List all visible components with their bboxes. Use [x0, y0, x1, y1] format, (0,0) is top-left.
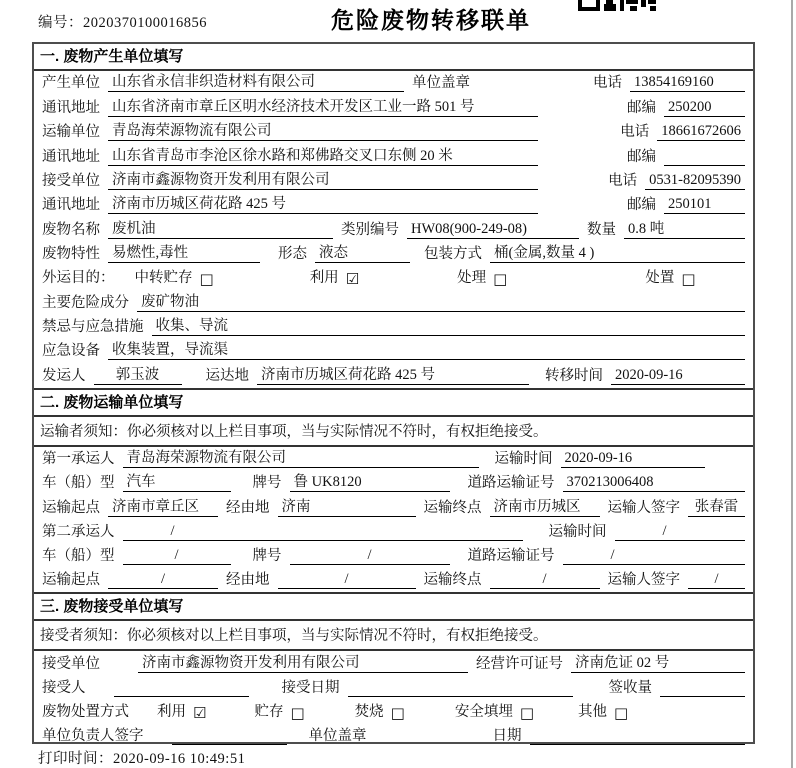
phone-value: 13854169160 — [630, 74, 745, 92]
row-produce-unit — [34, 71, 753, 95]
address-value: 山东省济南市章丘区明水经济技术开发区工业一路 501 号 — [108, 95, 538, 117]
option-label: 贮存 — [254, 703, 284, 720]
main-hazard-value: 废矿物油 — [137, 290, 745, 312]
receiver-value — [114, 680, 249, 697]
route-start-label: 运输起点 — [42, 499, 100, 516]
address-label: 通讯地址 — [42, 99, 100, 116]
vehicle-type-value: 汽车 — [123, 470, 231, 492]
phone-label: 电话 — [608, 172, 638, 189]
row-receive-unit — [34, 169, 753, 193]
doc-number-value: 2020370100016856 — [83, 15, 207, 31]
taboo-measures-label: 禁忌与应急措施 — [42, 318, 144, 335]
receiver-label: 接受人 — [42, 679, 86, 696]
shipper-value: 郭玉波 — [94, 363, 182, 385]
zip-value: 250200 — [664, 99, 745, 117]
purpose-option-utilize — [310, 266, 359, 287]
carrier-sign-value: 张春雷 — [688, 495, 745, 517]
category-value: HW08(900-249-08) — [407, 221, 579, 239]
zip-label: 邮编 — [627, 148, 656, 165]
form-label: 形态 — [278, 246, 307, 263]
checkbox-icon: □ — [199, 270, 214, 289]
emergency-equipment-label: 应急设备 — [42, 343, 100, 360]
second-carrier-label: 第二承运人 — [42, 523, 115, 540]
address-label: 通讯地址 — [42, 197, 100, 214]
option-label: 中转贮存 — [134, 270, 193, 287]
sign-quantity-label: 签收量 — [608, 679, 652, 696]
option-label: 其他 — [578, 703, 608, 720]
option-label: 处置 — [645, 270, 675, 287]
row-shipper — [34, 363, 753, 387]
phone-label: 电话 — [620, 124, 650, 141]
transport-time-label: 运输时间 — [494, 451, 553, 468]
address-value: 济南市历城区荷花路 425 号 — [108, 192, 538, 214]
row-receiver — [34, 676, 753, 700]
section2-note: 运输者须知：你必须核对以上栏目事项，当与实际情况不符时，有权拒绝接受。 — [34, 417, 753, 447]
route-via-value: 济南 — [278, 495, 416, 517]
option-label: 处理 — [457, 270, 487, 287]
waste-name-value: 废机油 — [108, 217, 333, 239]
transfer-time-value: 2020-09-16 — [611, 367, 745, 385]
route-via-label: 经由地 — [226, 499, 270, 516]
date-label: 日期 — [492, 727, 522, 744]
disposal-method-label: 废物处置方式 — [42, 703, 129, 720]
accept-unit-value: 济南市鑫源物资开发利用有限公司 — [138, 651, 468, 673]
disposal-option-other — [578, 700, 628, 721]
category-label: 类别编号 — [341, 221, 399, 238]
row-disposal-method — [34, 700, 753, 724]
checkbox-icon: □ — [519, 703, 535, 722]
option-label: 利用 — [309, 270, 339, 287]
checkbox-checked-icon: ☑ — [345, 270, 360, 289]
option-label: 利用 — [157, 703, 186, 720]
transport-unit-label: 运输单位 — [42, 124, 100, 141]
first-carrier-value: 青岛海荣源物流有限公司 — [123, 446, 479, 468]
waste-name-label: 废物名称 — [42, 221, 100, 238]
packing-value: 桶(金属,数量 4 ) — [490, 241, 745, 263]
transport-time-value: / — [615, 523, 746, 541]
print-time-value: 2020-09-16 10:49:51 — [113, 751, 246, 767]
transfer-time-label: 转移时间 — [545, 367, 603, 384]
doc-number-label: 编号： — [38, 15, 83, 31]
unit-seal-label: 单位盖章 — [308, 727, 367, 744]
row-vehicle-2 — [34, 544, 753, 568]
receive-date-label: 接受日期 — [281, 679, 340, 696]
plate-value: / — [290, 547, 450, 565]
first-carrier-label: 第一承运人 — [42, 451, 115, 468]
carrier-sign-value: / — [688, 571, 745, 589]
doc-number — [38, 11, 207, 32]
phone-label: 电话 — [593, 75, 622, 92]
receive-date-value — [348, 680, 573, 697]
row-waste-name — [34, 217, 753, 241]
road-permit-value: / — [563, 547, 746, 565]
plate-value: 鲁 UK8120 — [290, 470, 450, 492]
phone-value: 18661672606 — [657, 123, 745, 141]
plate-label: 牌号 — [252, 475, 282, 492]
route-end-label: 运输终点 — [423, 499, 482, 516]
address-label: 通讯地址 — [42, 148, 100, 165]
plate-label: 牌号 — [252, 547, 282, 564]
disposal-option-utilize — [157, 700, 206, 721]
license-label: 经营许可证号 — [476, 655, 563, 672]
section2-header: 二. 废物运输单位填写 — [34, 388, 753, 417]
row-second-carrier — [34, 520, 753, 544]
checkbox-icon: □ — [614, 703, 629, 722]
route-via-value: / — [278, 571, 416, 589]
manifest-form — [32, 42, 755, 744]
row-taboo-measures — [34, 315, 753, 339]
purpose-option-dispose — [645, 266, 695, 287]
purpose-option-treat — [457, 266, 507, 287]
zip-value — [664, 149, 745, 166]
destination-value: 济南市历城区荷花路 425 号 — [257, 363, 529, 385]
form-value: 液态 — [315, 241, 410, 263]
checkbox-icon: □ — [290, 703, 305, 722]
row-vehicle-1 — [34, 471, 753, 495]
route-end-label: 运输终点 — [423, 571, 482, 588]
transport-time-label: 运输时间 — [548, 523, 607, 540]
route-via-label: 经由地 — [226, 571, 270, 588]
date-value — [530, 728, 746, 745]
row-address-3 — [34, 193, 753, 217]
row-accept-unit — [34, 651, 753, 676]
row-route-2 — [34, 568, 753, 592]
row-route-1 — [34, 495, 753, 519]
route-start-value: / — [108, 571, 218, 589]
zip-label: 邮编 — [627, 99, 656, 116]
road-permit-value: 370213006408 — [563, 474, 746, 492]
row-transport-unit — [34, 120, 753, 144]
zip-value: 250101 — [664, 196, 745, 214]
row-emergency-equipment — [34, 339, 753, 363]
second-carrier-value: / — [123, 523, 523, 541]
receive-unit-label: 接受单位 — [42, 172, 100, 189]
carrier-sign-label: 运输人签字 — [607, 499, 680, 516]
shipper-label: 发运人 — [42, 367, 86, 384]
quantity-value: 0.8 吨 — [624, 217, 745, 239]
disposal-option-storage — [254, 700, 304, 721]
transport-unit-value: 青岛海荣源物流有限公司 — [108, 119, 538, 141]
option-label: 安全填埋 — [454, 703, 513, 720]
receive-unit-value: 济南市鑫源物资开发利用有限公司 — [108, 168, 538, 190]
produce-unit-label: 产生单位 — [42, 75, 100, 92]
print-time-label: 打印时间： — [38, 751, 113, 767]
option-label: 焚烧 — [354, 703, 384, 720]
print-time — [38, 747, 245, 768]
purpose-label: 外运目的： — [42, 270, 115, 287]
purpose-option-transfer-storage — [135, 266, 214, 287]
disposal-option-landfill — [455, 700, 534, 721]
section3-header: 三. 废物接受单位填写 — [34, 592, 753, 621]
row-address-2 — [34, 144, 753, 168]
checkbox-icon: □ — [493, 270, 508, 289]
row-waste-character — [34, 242, 753, 266]
road-permit-label: 道路运输证号 — [467, 547, 555, 564]
zip-label: 邮编 — [627, 197, 656, 214]
quantity-label: 数量 — [587, 221, 616, 238]
leader-sign-label: 单位负责人签字 — [42, 727, 144, 744]
vehicle-type-label: 车（船）型 — [42, 475, 115, 492]
vehicle-type-label: 车（船）型 — [42, 547, 115, 564]
row-address-1 — [34, 95, 753, 119]
produce-unit-value: 山东省永信非织造材料有限公司 — [108, 70, 404, 92]
packing-label: 包装方式 — [424, 246, 482, 263]
route-end-value: 济南市历城区 — [490, 495, 600, 517]
vehicle-type-value: / — [123, 547, 231, 565]
page-title: 危险废物转移联单 — [331, 7, 531, 33]
destination-label: 运达地 — [205, 367, 249, 384]
row-transfer-purpose — [34, 266, 753, 290]
section3-note: 接受者须知：你必须核对以上栏目事项，当与实际情况不符时，有权拒绝接受。 — [34, 621, 753, 651]
checkbox-icon: □ — [390, 703, 405, 722]
taboo-measures-value: 收集、导流 — [152, 314, 746, 336]
route-start-value: 济南市章丘区 — [108, 495, 218, 517]
carrier-sign-label: 运输人签字 — [607, 571, 680, 588]
page-edge-line — [791, 0, 793, 768]
emergency-equipment-value: 收集装置，导流渠 — [108, 338, 745, 360]
row-main-hazard — [34, 290, 753, 314]
disposal-option-incinerate — [355, 700, 405, 721]
road-permit-label: 道路运输证号 — [467, 475, 555, 492]
address-value: 山东省青岛市李沧区徐水路和郑佛路交叉口东侧 20 米 — [108, 144, 538, 166]
qr-code-icon — [578, 0, 656, 11]
waste-character-value: 易燃性,毒性 — [108, 241, 260, 263]
route-start-label: 运输起点 — [42, 571, 100, 588]
leader-sign-value — [172, 728, 287, 745]
unit-seal-label: 单位盖章 — [412, 75, 470, 92]
transport-time-value: 2020-09-16 — [561, 450, 706, 468]
waste-character-label: 废物特性 — [42, 246, 100, 263]
section1-header: 一. 废物产生单位填写 — [34, 44, 753, 71]
row-leader-signature — [34, 724, 753, 748]
accept-unit-label: 接受单位 — [42, 655, 100, 672]
phone-value: 0531-82095390 — [645, 172, 745, 190]
license-value: 济南危证 02 号 — [571, 651, 745, 673]
sign-quantity-value — [660, 680, 745, 697]
route-end-value: / — [490, 571, 600, 589]
row-first-carrier — [34, 447, 753, 471]
main-hazard-label: 主要危险成分 — [42, 294, 129, 311]
checkbox-checked-icon: ☑ — [193, 703, 207, 722]
checkbox-icon: □ — [681, 270, 696, 289]
